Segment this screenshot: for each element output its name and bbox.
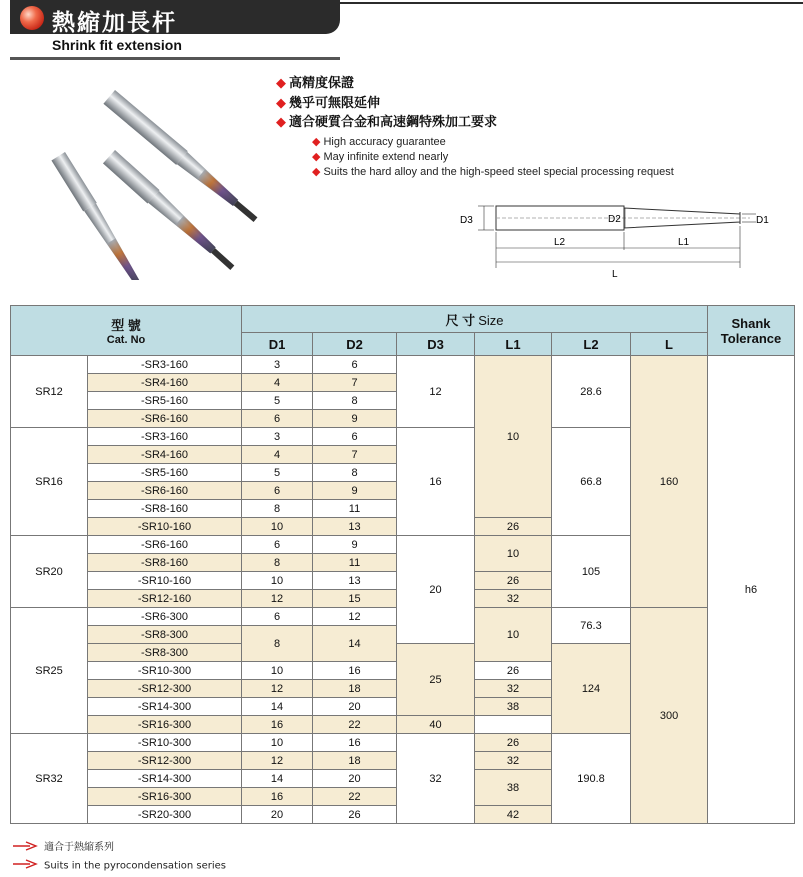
d1-cell: 6 (242, 608, 313, 626)
d2-cell: 22 (313, 716, 397, 734)
l1-cell: 32 (475, 590, 552, 608)
cat-no-cell: -SR8-160 (88, 554, 242, 572)
l-cell: 160 (631, 356, 708, 608)
l1-cell: 26 (475, 662, 552, 680)
d3-cell: 20 (397, 536, 475, 644)
d1-cell: 3 (242, 428, 313, 446)
label-l: L (612, 269, 618, 280)
l1-cell: 32 (475, 680, 552, 698)
d2-cell: 11 (313, 500, 397, 518)
l2-cell: 76.3 (552, 608, 631, 644)
header-l1: L1 (475, 333, 552, 356)
l-cell: 300 (631, 608, 708, 824)
l1-cell: 32 (475, 752, 552, 770)
cat-no-cell: -SR12-160 (88, 590, 242, 608)
d1-cell: 8 (242, 626, 313, 662)
d2-cell: 14 (313, 626, 397, 662)
cat-no-cell: -SR6-160 (88, 536, 242, 554)
diamond-icon: ◆ (312, 136, 321, 148)
cat-no-cell: -SR6-160 (88, 410, 242, 428)
d1-cell: 10 (242, 518, 313, 536)
product-photo (45, 80, 270, 280)
d1-cell: 14 (242, 698, 313, 716)
d2-cell: 16 (313, 662, 397, 680)
d2-cell: 15 (313, 590, 397, 608)
d1-cell: 6 (242, 482, 313, 500)
label-l1: L1 (678, 237, 690, 248)
cat-no-cell: -SR10-160 (88, 518, 242, 536)
cat-no-cell: -SR8-160 (88, 500, 242, 518)
l1-cell: 10 (475, 536, 552, 572)
label-d1: D1 (756, 215, 769, 226)
header-d1: D1 (242, 333, 313, 356)
pointing-hand-icon (12, 841, 38, 854)
l2-cell: 28.6 (552, 356, 631, 428)
cat-no-cell: -SR6-300 (88, 608, 242, 626)
d1-cell: 5 (242, 464, 313, 482)
d1-cell: 4 (242, 374, 313, 392)
cat-no-cell: -SR10-160 (88, 572, 242, 590)
header-shank-tolerance: Shank Tolerance (708, 306, 795, 356)
d2-cell: 18 (313, 752, 397, 770)
d1-cell: 6 (242, 536, 313, 554)
cat-no-cell: -SR5-160 (88, 464, 242, 482)
cat-no-cell: -SR16-300 (88, 788, 242, 806)
d1-cell: 16 (242, 788, 313, 806)
d1-cell: 20 (242, 806, 313, 824)
cat-no-cell: -SR10-300 (88, 662, 242, 680)
header-cat-no: 型 號 Cat. No (11, 306, 242, 356)
red-ball-icon (20, 6, 44, 30)
table-row (11, 356, 795, 374)
cat-no-cell: -SR6-160 (88, 482, 242, 500)
feature-en-1: ◆ High accuracy guarantee (312, 136, 446, 148)
page-subtitle: Shrink fit extension (52, 37, 182, 53)
feature-zh-3: ◆ 適合硬質合金和高速鋼特殊加工要求 (276, 115, 498, 130)
cat-no-cell: -SR4-160 (88, 446, 242, 464)
footer-note-zh: 適合于熱縮系列 (12, 838, 114, 854)
page-title: 熱縮加長杆 (52, 10, 177, 36)
header-d3: D3 (397, 333, 475, 356)
pointing-hand-icon (12, 859, 38, 872)
cat-no-cell: -SR8-300 (88, 626, 242, 644)
l1-cell: 42 (475, 806, 552, 824)
header-d2: D2 (313, 333, 397, 356)
feature-zh-1: ◆ 高精度保證 (276, 76, 355, 91)
header-size: 尺 寸 Size (242, 306, 708, 333)
cat-no-cell: -SR8-300 (88, 644, 242, 662)
d2-cell: 16 (313, 734, 397, 752)
diamond-icon: ◆ (312, 166, 321, 178)
d1-cell: 10 (242, 662, 313, 680)
subtitle-underline (10, 57, 340, 60)
d1-cell: 5 (242, 392, 313, 410)
d1-cell: 6 (242, 410, 313, 428)
d2-cell: 9 (313, 536, 397, 554)
d2-cell: 8 (313, 464, 397, 482)
l1-cell: 10 (475, 608, 552, 662)
l1-cell: 26 (475, 734, 552, 752)
header-l: L (631, 333, 708, 356)
d2-cell: 11 (313, 554, 397, 572)
l1-cell: 40 (397, 716, 475, 734)
cat-no-cell: -SR3-160 (88, 356, 242, 374)
cat-no-cell: -SR20-300 (88, 806, 242, 824)
d3-cell: 12 (397, 356, 475, 428)
l2-cell: 105 (552, 536, 631, 608)
dimension-schematic (460, 198, 780, 280)
d2-cell: 22 (313, 788, 397, 806)
l1-cell: 10 (475, 356, 552, 518)
d2-cell: 13 (313, 572, 397, 590)
d2-cell: 6 (313, 428, 397, 446)
d2-cell: 9 (313, 482, 397, 500)
d2-cell: 7 (313, 446, 397, 464)
d1-cell: 16 (242, 716, 313, 734)
d2-cell: 8 (313, 392, 397, 410)
d2-cell: 20 (313, 770, 397, 788)
d2-cell: 7 (313, 374, 397, 392)
d1-cell: 3 (242, 356, 313, 374)
group-label: SR25 (11, 608, 88, 734)
cat-no-cell: -SR10-300 (88, 734, 242, 752)
l1-cell: 38 (475, 698, 552, 716)
feature-zh-2: ◆ 幾乎可無限延伸 (276, 96, 381, 111)
d2-cell: 26 (313, 806, 397, 824)
label-d3: D3 (460, 215, 473, 226)
cat-no-cell: -SR16-300 (88, 716, 242, 734)
d1-cell: 12 (242, 590, 313, 608)
cat-no-cell: -SR12-300 (88, 680, 242, 698)
feature-en-3: ◆ Suits the hard alloy and the high-speed steel special processing request (312, 166, 674, 178)
d1-cell: 10 (242, 734, 313, 752)
cat-no-cell: -SR14-300 (88, 698, 242, 716)
diamond-icon: ◆ (312, 151, 321, 163)
l2-cell: 190.8 (552, 734, 631, 824)
diamond-icon: ◆ (276, 96, 286, 111)
feature-en-2: ◆ May infinite extend nearly (312, 151, 449, 163)
d1-cell: 14 (242, 770, 313, 788)
label-d2: D2 (608, 214, 621, 225)
l2-cell: 66.8 (552, 428, 631, 536)
label-l2: L2 (554, 237, 566, 248)
cat-no-cell: -SR5-160 (88, 392, 242, 410)
d3-cell: 25 (397, 644, 475, 716)
footer-note-en: Suits in the pyrocondensation series (12, 859, 226, 872)
header-l2: L2 (552, 333, 631, 356)
spec-table (10, 305, 795, 824)
group-label: SR32 (11, 734, 88, 824)
d2-cell: 18 (313, 680, 397, 698)
d1-cell: 10 (242, 572, 313, 590)
d2-cell: 9 (313, 410, 397, 428)
cat-no-cell: -SR4-160 (88, 374, 242, 392)
l1-cell: 26 (475, 518, 552, 536)
group-label: SR16 (11, 428, 88, 536)
l1-cell: 26 (475, 572, 552, 590)
l1-cell: 38 (475, 770, 552, 806)
d1-cell: 8 (242, 554, 313, 572)
group-label: SR20 (11, 536, 88, 608)
d2-cell: 12 (313, 608, 397, 626)
d2-cell: 20 (313, 698, 397, 716)
shank-cell: h6 (708, 356, 795, 824)
d1-cell: 12 (242, 680, 313, 698)
d1-cell: 8 (242, 500, 313, 518)
d2-cell: 13 (313, 518, 397, 536)
cat-no-cell: -SR12-300 (88, 752, 242, 770)
d2-cell: 6 (313, 356, 397, 374)
diamond-icon: ◆ (276, 76, 286, 91)
cat-no-cell: -SR14-300 (88, 770, 242, 788)
cat-no-cell: -SR3-160 (88, 428, 242, 446)
d3-cell: 16 (397, 428, 475, 536)
diamond-icon: ◆ (276, 115, 286, 130)
header-rule (340, 2, 803, 4)
d1-cell: 12 (242, 752, 313, 770)
d1-cell: 4 (242, 446, 313, 464)
l2-cell: 124 (552, 644, 631, 734)
d3-cell: 32 (397, 734, 475, 824)
group-label: SR12 (11, 356, 88, 428)
